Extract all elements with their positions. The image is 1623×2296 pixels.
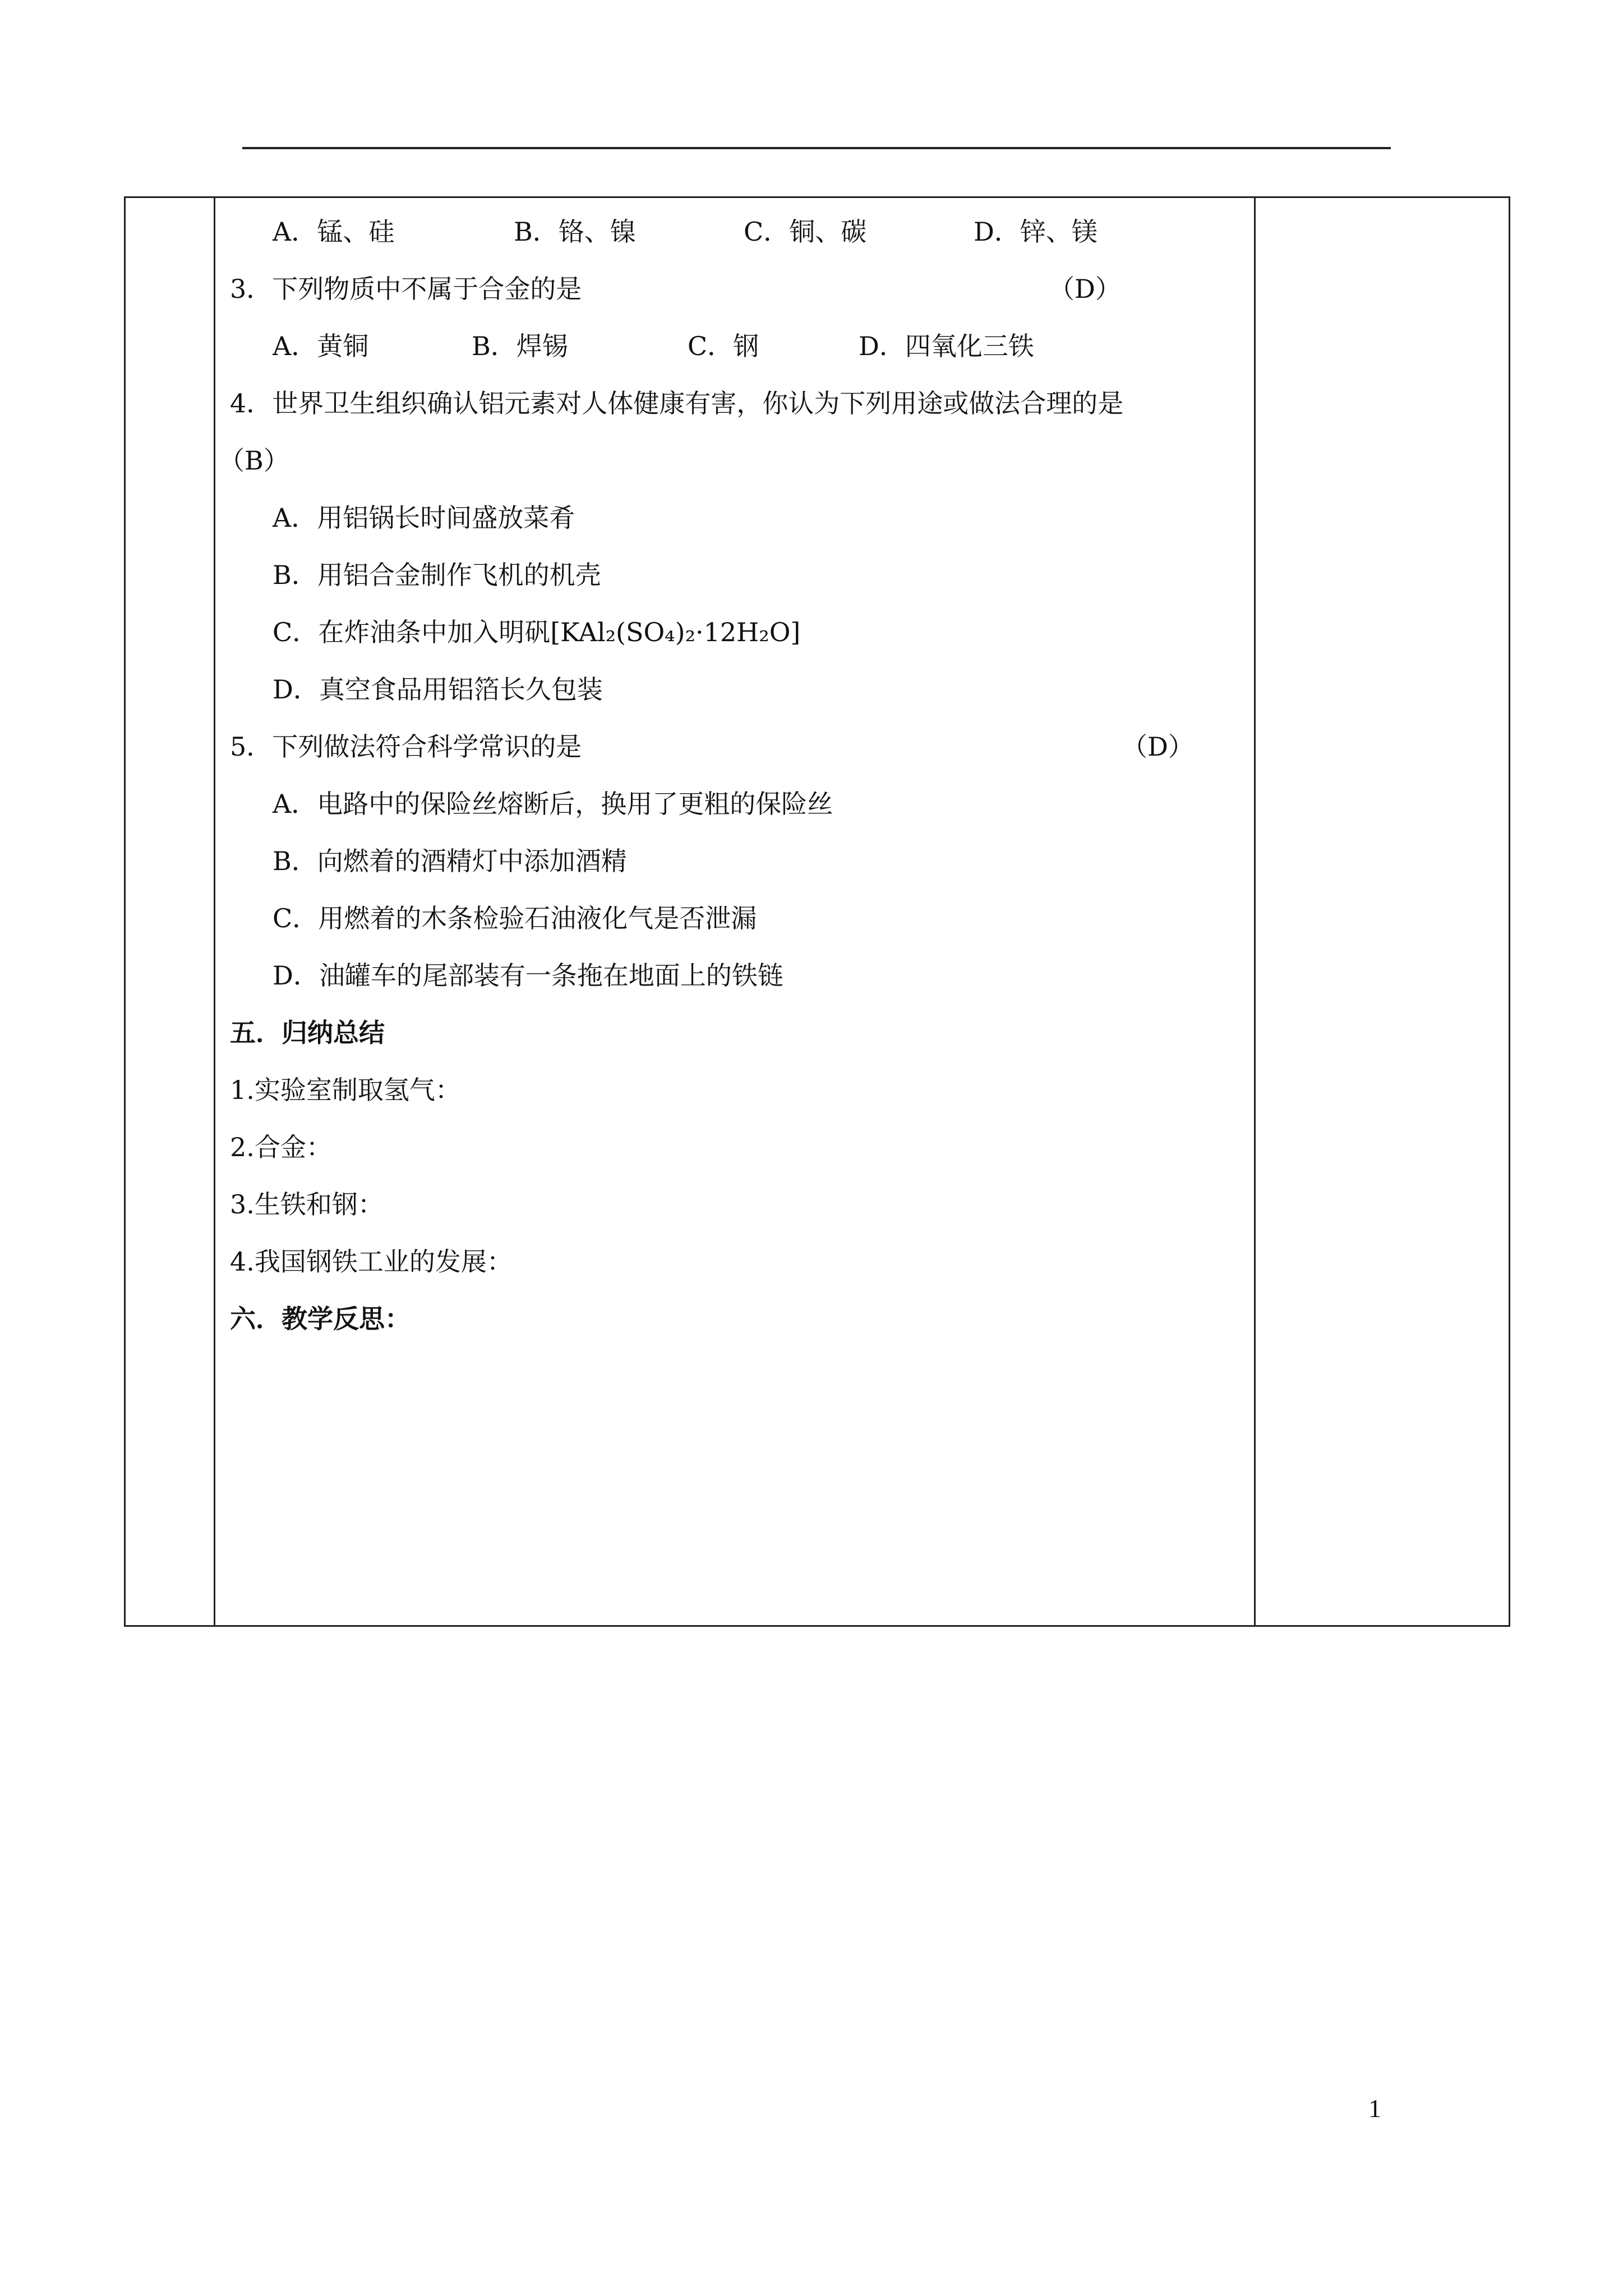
q5-option-a: A．电路中的保险丝熔断后，换用了更粗的保险丝 — [273, 789, 833, 819]
q4-option-d: D．真空食品用铝箔长久包装 — [273, 674, 603, 705]
q3-option-b: B．焊锡 — [472, 331, 568, 361]
q3-options — [273, 328, 1034, 364]
q5-option-d: D．油罐车的尾部装有一条拖在地面上的铁链 — [273, 960, 783, 991]
q3-option-c: C．钢 — [688, 331, 759, 361]
table-divider-right — [1254, 198, 1256, 1625]
q2-option-a: A．锰、硅 — [273, 217, 395, 247]
q5-option-c: C．用燃着的木条检验石油液化气是否泄漏 — [273, 903, 757, 933]
reflection-heading: 六．教学反思： — [230, 1304, 411, 1334]
lesson-table — [124, 196, 1510, 1627]
q5-option-b: B．向燃着的酒精灯中添加酒精 — [273, 846, 627, 876]
q4-option-b: B．用铝合金制作飞机的机壳 — [273, 560, 601, 590]
table-divider-left — [214, 198, 215, 1625]
page-number: 1 — [1368, 2094, 1381, 2123]
summary-item-1: 1.实验室制取氢气： — [230, 1075, 461, 1105]
q5-stem: 5．下列做法符合科学常识的是 — [230, 731, 582, 762]
q4-answer: （B） — [219, 445, 289, 476]
q2-option-d: D．锌、镁 — [974, 217, 1098, 247]
q2-options — [273, 214, 1098, 250]
q3-stem: 3．下列物质中不属于合金的是 — [230, 274, 582, 304]
q3-option-a: A．黄铜 — [273, 331, 369, 361]
q2-option-b: B．铬、镍 — [514, 217, 636, 247]
summary-item-4: 4.我国钢铁工业的发展： — [230, 1246, 513, 1277]
q3-option-d: D．四氧化三铁 — [859, 331, 1034, 361]
header-rule — [242, 147, 1391, 149]
q3-answer: （D） — [1049, 274, 1121, 304]
q4-option-c: C．在炸油条中加入明矾[KAl₂(SO₄)₂·12H₂O] — [273, 617, 801, 647]
summary-item-2: 2.合金： — [230, 1132, 332, 1162]
q4-option-a: A．用铝锅长时间盛放菜肴 — [273, 503, 575, 533]
summary-item-3: 3.生铁和钢： — [230, 1189, 384, 1220]
q4-stem: 4．世界卫生组织确认铝元素对人体健康有害，你认为下列用途或做法合理的是 — [230, 388, 1124, 418]
q5-answer: （D） — [1122, 731, 1194, 762]
summary-heading: 五．归纳总结 — [230, 1018, 385, 1048]
q2-option-c: C．铜、碳 — [744, 217, 867, 247]
q3-stem-line — [230, 271, 582, 307]
